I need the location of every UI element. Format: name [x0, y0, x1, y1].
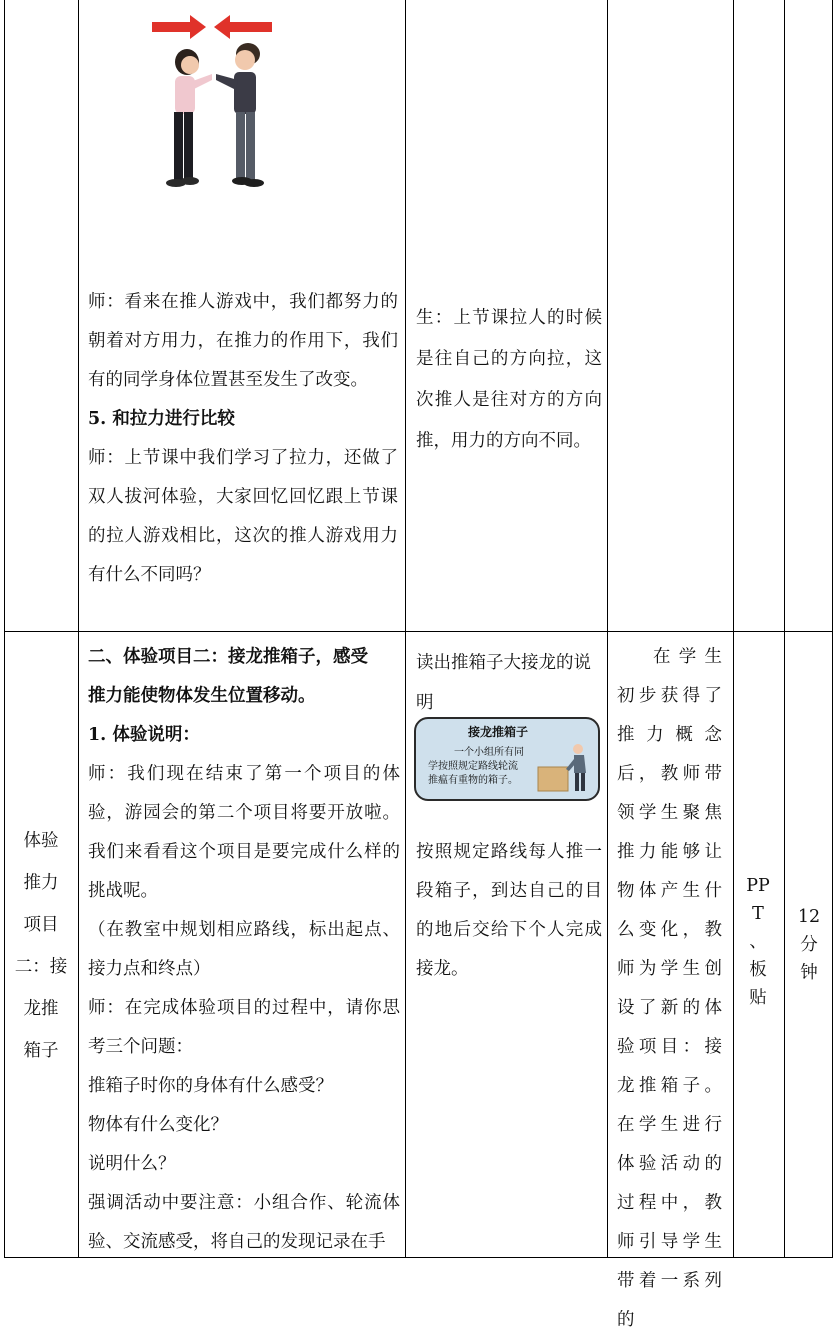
girl-figure	[166, 49, 212, 187]
card-text-3: 推瘟有重物的箱子。	[428, 775, 518, 786]
project-title-line-2: 推力能使物体发生位置移动。	[88, 686, 316, 706]
boy-figure	[216, 43, 264, 187]
duration-line-2: 分	[800, 935, 818, 955]
row2-media	[738, 872, 778, 1012]
stage-line-6: 箱子	[23, 1041, 59, 1061]
teacher-questions-intro: 师：在完成体验项目的过程中，请你思考三个问题：	[88, 998, 400, 1057]
question-3: 说明什么？	[88, 1154, 176, 1174]
instruction-card	[414, 717, 600, 801]
row2-stage-label	[6, 820, 76, 1072]
stage-line-4: 二：接	[14, 957, 68, 977]
table-border-col5	[784, 0, 785, 1258]
relay-steps: 按照规定路线每人推一段箱子，到达自己的目的地后交给下个人完成接龙。	[416, 842, 602, 979]
section-heading-5: 5. 和拉力进行比较	[88, 409, 235, 429]
row2-student-text	[416, 643, 602, 723]
teacher-remark-1: 师：看来在推人游戏中，我们都努力的朝着对方用力，在推力的作用下，我们有的同学身体位置甚至发生了改变。	[88, 292, 398, 390]
row1-activity-cell	[86, 10, 400, 195]
design-intent-text: 在学生初步获得了推力概念后，教师带领学生聚焦推力能够让物体产生什么变化，教师为学生创设了新的体验项目：接龙推箱子。在学生进行体验活动的过程中，教师引导学生带着一系列的	[617, 647, 725, 1330]
media-line-5: 贴	[749, 988, 767, 1008]
stage-line-1: 体验	[23, 831, 59, 851]
table-border-col3	[607, 0, 608, 1258]
classroom-note: （在教室中规划相应路线，标出起点、接力点和终点）	[88, 920, 400, 979]
media-line-2: T	[752, 904, 764, 924]
row2-activity-text	[88, 638, 400, 1252]
card-title: 接龙推箱子	[468, 725, 529, 739]
table-border-col1	[78, 0, 79, 1258]
section-heading-1: 1. 体验说明：	[88, 725, 200, 745]
push-game-illustration	[150, 10, 300, 195]
question-2: 物体有什么变化？	[88, 1115, 228, 1135]
stage-line-2: 推力	[23, 873, 59, 893]
table-border-left	[4, 0, 5, 1258]
arrow-left-icon	[214, 15, 272, 39]
media-line-3: 、	[749, 932, 767, 952]
card-text-1: 一个小组所有同	[454, 747, 524, 758]
table-row-divider	[4, 631, 832, 632]
question-1: 推箱子时你的身体有什么感受？	[88, 1076, 333, 1096]
teacher-intro: 师：我们现在结束了第一个项目的体验，游园会的第二个项目将要开放啦。我们来看看这个项目是要完成什么样的挑战呢。	[88, 764, 400, 901]
stage-line-3: 项目	[23, 915, 59, 935]
arrow-right-icon	[152, 15, 206, 39]
row1-teacher-text	[88, 283, 398, 595]
teacher-remark-2: 师：上节课中我们学习了拉力，还做了双人拔河体验，大家回忆回忆跟上节课的拉人游戏相比，这次的推人游戏用力有什么不同吗？	[88, 448, 398, 585]
duration-line-1: 12	[797, 907, 821, 927]
table-border-col4	[733, 0, 734, 1258]
media-line-4: 板	[749, 960, 767, 980]
pushing-box-icon	[534, 739, 596, 795]
media-line-1: PP	[746, 876, 770, 896]
row2-design-intent	[617, 638, 725, 1340]
row2-student-steps	[416, 833, 602, 989]
card-text-2: 学按照规定路线轮流	[428, 761, 518, 772]
table-border-col2	[405, 0, 406, 1258]
project-title-line-1: 二、体验项目二：接龙推箱子，感受	[88, 647, 368, 667]
activity-reminder: 强调活动中要注意：小组合作、轮流体验、交流感受，将自己的发现记录在手	[88, 1193, 400, 1252]
stage-line-5: 龙推	[23, 999, 59, 1019]
duration-line-3: 钟	[800, 963, 818, 983]
row2-duration	[789, 903, 829, 987]
student-answer: 生：上节课拉人的时候是往自己的方向拉，这次推人是往对方的方向推，用力的方向不同。	[416, 308, 602, 451]
row1-student-text	[416, 298, 602, 462]
table-border-right	[832, 0, 833, 1258]
read-instructions: 读出推箱子大接龙的说明	[416, 653, 591, 713]
